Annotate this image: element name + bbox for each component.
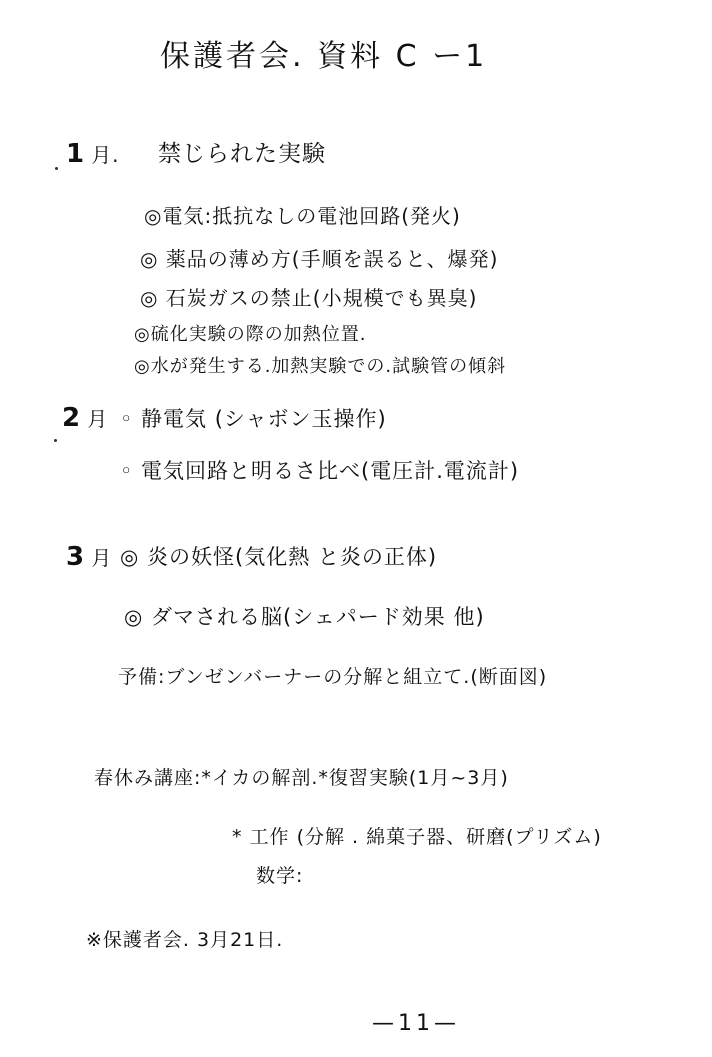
spring-sub-math: 数学: <box>256 865 304 887</box>
feb-month-number: 2 <box>62 403 82 433</box>
feb-month-suffix: 月 <box>87 407 109 431</box>
jan-item-1: ◎電気:抵抗なしの電池回路(発火) <box>144 204 461 228</box>
jan-item-3: ◎ 石炭ガスの禁止(小規模でも異臭) <box>140 286 478 310</box>
mar-item-2: ◎ ダマされる脳(シェパード効果 他) <box>124 605 485 629</box>
jan-month-suffix: 月. <box>91 143 120 167</box>
mar-month-suffix: 月 <box>91 546 113 570</box>
mar-month-number: 3 <box>66 542 86 572</box>
mar-reserve: 予備:ブンゼンバーナーの分解と組立て.(断面図) <box>118 666 548 688</box>
mar-heading <box>66 543 112 572</box>
jan-theme: 禁じられた実験 <box>158 141 326 167</box>
meeting-note: ※保護者会. 3月21日. <box>86 929 284 951</box>
spring-sub-craft: * 工作 (分解 . 綿菓子器、研磨(プリズム) <box>232 826 602 848</box>
jan-month-number: 1 <box>66 139 86 169</box>
jan-heading <box>66 140 120 169</box>
page-title: 保護者会. 資料 C ー1 <box>160 39 488 74</box>
jan-item-4: ◎硫化実験の際の加熱位置. <box>134 324 367 345</box>
page-number: —11— <box>372 1011 460 1036</box>
feb-heading <box>62 404 108 433</box>
spring-course: 春休み講座:*イカの解剖.*復習実験(1月~3月) <box>94 767 509 789</box>
mar-item-1: ◎ 炎の妖怪(気化熱 と炎の正体) <box>120 545 438 569</box>
stray-mark <box>55 167 58 170</box>
feb-item-1: ◦ 静電気 (シャボン玉操作) <box>120 407 387 431</box>
feb-item-2: ◦ 電気回路と明るさ比べ(電圧計.電流計) <box>120 459 520 483</box>
jan-item-2: ◎ 薬品の薄め方(手順を誤ると、爆発) <box>140 247 499 271</box>
jan-item-5: ◎水が発生する.加熱実験での.試験管の傾斜 <box>134 356 507 377</box>
stray-mark <box>54 439 57 442</box>
